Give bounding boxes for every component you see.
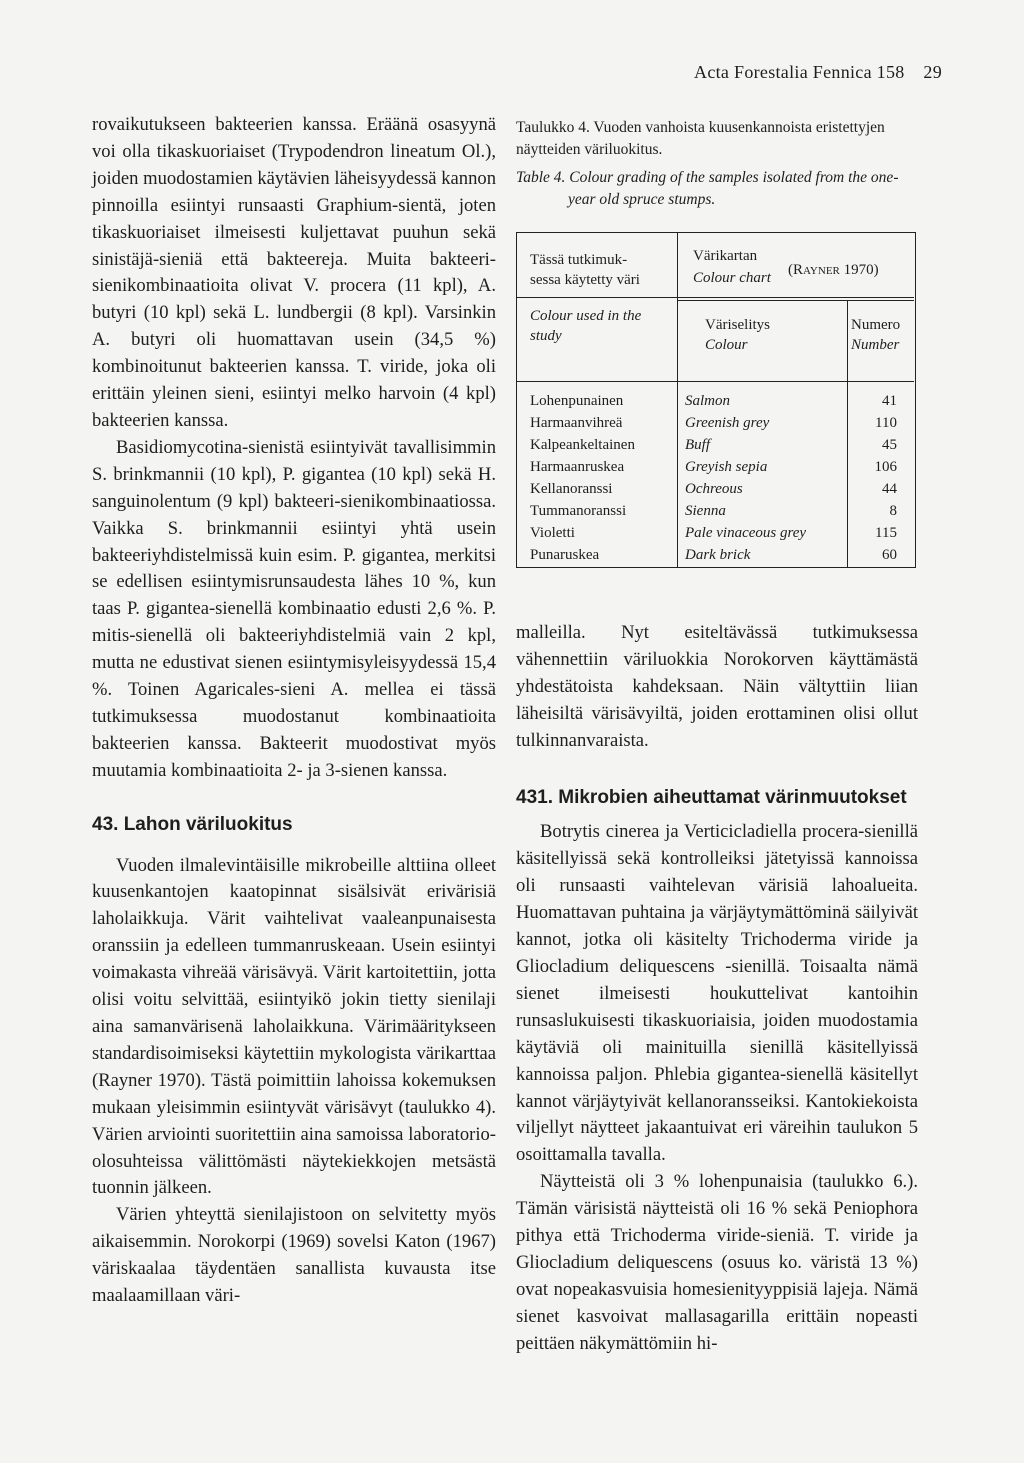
row-en: Greyish sepia: [685, 459, 768, 475]
left-column: [92, 112, 496, 1310]
row-en: Dark brick: [685, 547, 751, 563]
row-fi: Lohenpunainen: [530, 393, 624, 409]
header-used-fi-1: Tässä tutkimuk-: [530, 252, 628, 268]
journal-title: Acta Forestalia Fennica 158: [694, 62, 905, 82]
header-number-en: Number: [851, 337, 900, 353]
row-en: Buff: [685, 437, 710, 453]
header-chart-en: Colour chart: [693, 270, 771, 286]
paragraph-bacteria-combinations: rovaikutukseen bakteerien kanssa. Eräänä osasyynä voi olla tikaskuoriaiset (Trypodendron lineatum Ol.), joiden muodostamien käytävien läheisyydessä kannon pinnoilla esiintyi runsaasti Graphium-sientä, joten tikaskuoriaiset ilmeisesti kuljettavat puuhun sekä sinistäjä-sieniä että bakteereja. Muita bakteeri-sienikombinaatioita olivat V. procera (11 kpl), A. butyri (10 kpl) sekä L. lundbergii (8 kpl). Varsinkin A. butyri oli huomattavan usein (34,5 %) kombinoitunut bakteerien kanssa. T. viride, joka oli erittäin yleinen sieni, esiintyi melko harvoin (4 kpl) bakteerien kanssa.: [92, 114, 496, 431]
row-fi: Harmaanvihreä: [530, 415, 623, 431]
row-fi: Kellanoranssi: [530, 481, 613, 497]
row-en: Ochreous: [685, 481, 743, 497]
row-num: 8: [889, 503, 897, 519]
section-heading-431: 431. Mikrobien aiheuttamat värinmuutokset: [516, 786, 907, 808]
row-num: 41: [882, 393, 897, 409]
header-colour-en: Colour: [705, 337, 748, 353]
row-fi: Kalpeankeltainen: [530, 437, 635, 453]
row-en: Pale vinaceous grey: [685, 525, 807, 541]
page-number: 29: [923, 62, 942, 82]
row-en: Salmon: [685, 393, 730, 409]
row-num: 60: [882, 547, 897, 563]
header-used-fi-2: sessa käytetty väri: [530, 272, 640, 288]
paragraph-basidiomycotina: Basidiomycotina-sienistä esiintyivät tavallisimmin S. brinkmannii (10 kpl), P. gigantea (10 kpl) sekä H. sanguinolentum (9 kpl) bakteeri-sienikombinaatiossa. Vaikka S. brinkmannii esiintyi yhtä usein bakteeriyhdistelmissä kuin esim. P. gigantea, merkitsi se edellisen esiintymisrunsaudesta lähes 10 %, kun taas P. gigantea-sienellä kombinaatio edusti 2,6 %. P. mitis-sienellä oli bakteeriyhdistelmiä vain 2 kpl, mutta ne edustivat sienen esiintymisyleisyydessä 15,4 %. Toinen Agaricales-sieni A. mellea ei tässä tutkimuksessa muodostanut kombinaatioita bakteerien kanssa. Bakteerit muodostivat myös muutamia kombinaatioita 2- ja 3-sienen kanssa.: [92, 436, 496, 781]
row-num: 44: [882, 481, 897, 497]
header-chart-fi: Värikartan: [693, 248, 758, 264]
row-num: 110: [875, 415, 897, 431]
table-caption: [516, 117, 920, 210]
section-heading-43: 43. Lahon väriluokitus: [92, 813, 293, 835]
header-used-en-1: Colour used in the: [530, 308, 642, 324]
paragraph-colour-classification: Vuoden ilmalevintäisille mikrobeille alttiina olleet kuusenkantojen kaatopinnat sisälsivät erivärisiä laholaikkuja. Värit vaihtelivat vaaleanpunaisesta oranssiin ja edelleen tummanruskeaan. Usein esiintyi voimakasta vihreää värisävyä. Värit kartoitettiin, jotta olisi voitu selvittää, esiintyikö jokin tietty sienilaji aina samanvärisenä laholaikkuna. Värimääritykseen standardisoimiseksi käytettiin mykologista värikarttaa (Rayner 1970). Tästä poimittiin lahoissa kokemuksen mukaan yleisimmin esiintyvät värisävyt (taulukko 4). Värien arviointi suoritettiin aina samoissa laboratorio-olosuhteissa välittömästi näytekiekkojen metsästä tuonnin jälkeen.: [92, 854, 496, 1199]
colour-table: [516, 232, 916, 568]
paragraph-microbial-colour-changes: Botrytis cinerea ja Verticicladiella procera-sienillä käsitellyissä sekä kontrolleiksi jätetyissä kannoissa oli runsaasti vaihtelevan värisiä lahoalueita. Huomattavan puhtaina ja värjäytymättöminä säilyivät kannot, jotka oli käsitelty Trichoderma viride ja Gliocladium deliquescens -sienillä. Toisaalta nämä sienet ilmeisesti houkuttelivat kantoihin runsaslukuisesti tikaskuoriaisia, joiden muodostamia käytäviä oli mainituilla sienillä käsitellyissä kannoissa paljon. Phlebia gigantea-sienellä käsitellyt kannot värjäytyivät kellanoransseiksi. Kantokiekoista viljellyt näytteet jakaantuivat eri väreihin taulukon 5 osoittamalla tavalla.: [516, 821, 918, 1166]
row-num: 106: [874, 459, 897, 475]
header-used-en-2: study: [530, 328, 562, 344]
row-fi: Punaruskea: [530, 547, 600, 563]
caption-english: Table 4. Colour grading of the samples isolated from the one-year old spruce stumps.: [516, 169, 899, 208]
paragraph-colour-classes: malleilla. Nyt esiteltävässä tutkimuksessa vähennettiin väriluokkia Norokorven käyttämästä yhdestätoista kahdeksaan. Näin vältyttiin liian läheisiltä värisävyiltä, joiden erottaminen olisi ollut tulkinnanvaraista.: [516, 622, 918, 751]
paragraph-earlier-studies: Värien yhteyttä sienilajistoon on selvitetty myös aikaisemmin. Norokorpi (1969) sovelsi Katon (1967) väriskaalaa täydentäen sanallista kuvausta itse maalaamillaan väri-: [92, 1204, 496, 1307]
right-column: [516, 620, 918, 1358]
row-en: Sienna: [685, 503, 726, 519]
caption-finnish: Taulukko 4. Vuoden vanhoista kuusenkannoista eristettyjen näytteiden väriluokitus.: [516, 119, 885, 158]
row-en: Greenish grey: [685, 415, 770, 431]
row-fi: Harmaanruskea: [530, 459, 625, 475]
row-num: 45: [882, 437, 897, 453]
row-fi: Tummanoranssi: [530, 503, 627, 519]
header-number-fi: Numero: [851, 317, 901, 333]
header-chart-ref: (Rayner 1970): [788, 262, 879, 278]
paragraph-salmon-samples: Näytteistä oli 3 % lohenpunaisia (taulukko 6.). Tämän värisistä näytteistä oli 16 % sekä Peniophora pithya että Trichoderma viride-sieniä. T. viride ja Gliocladium deliquescens (osuus ko. väristä 13 %) ovat nopeakasvuisia homesienityyppisiä lajeja. Nämä sienet kasvoivat mallasagarilla erittäin nopeasti peittäen näkymättömiin hi-: [516, 1171, 918, 1354]
row-num: 115: [875, 525, 897, 541]
header-colour-fi: Väriselitys: [705, 317, 770, 333]
running-header: [694, 62, 942, 83]
row-fi: Violetti: [530, 525, 575, 541]
